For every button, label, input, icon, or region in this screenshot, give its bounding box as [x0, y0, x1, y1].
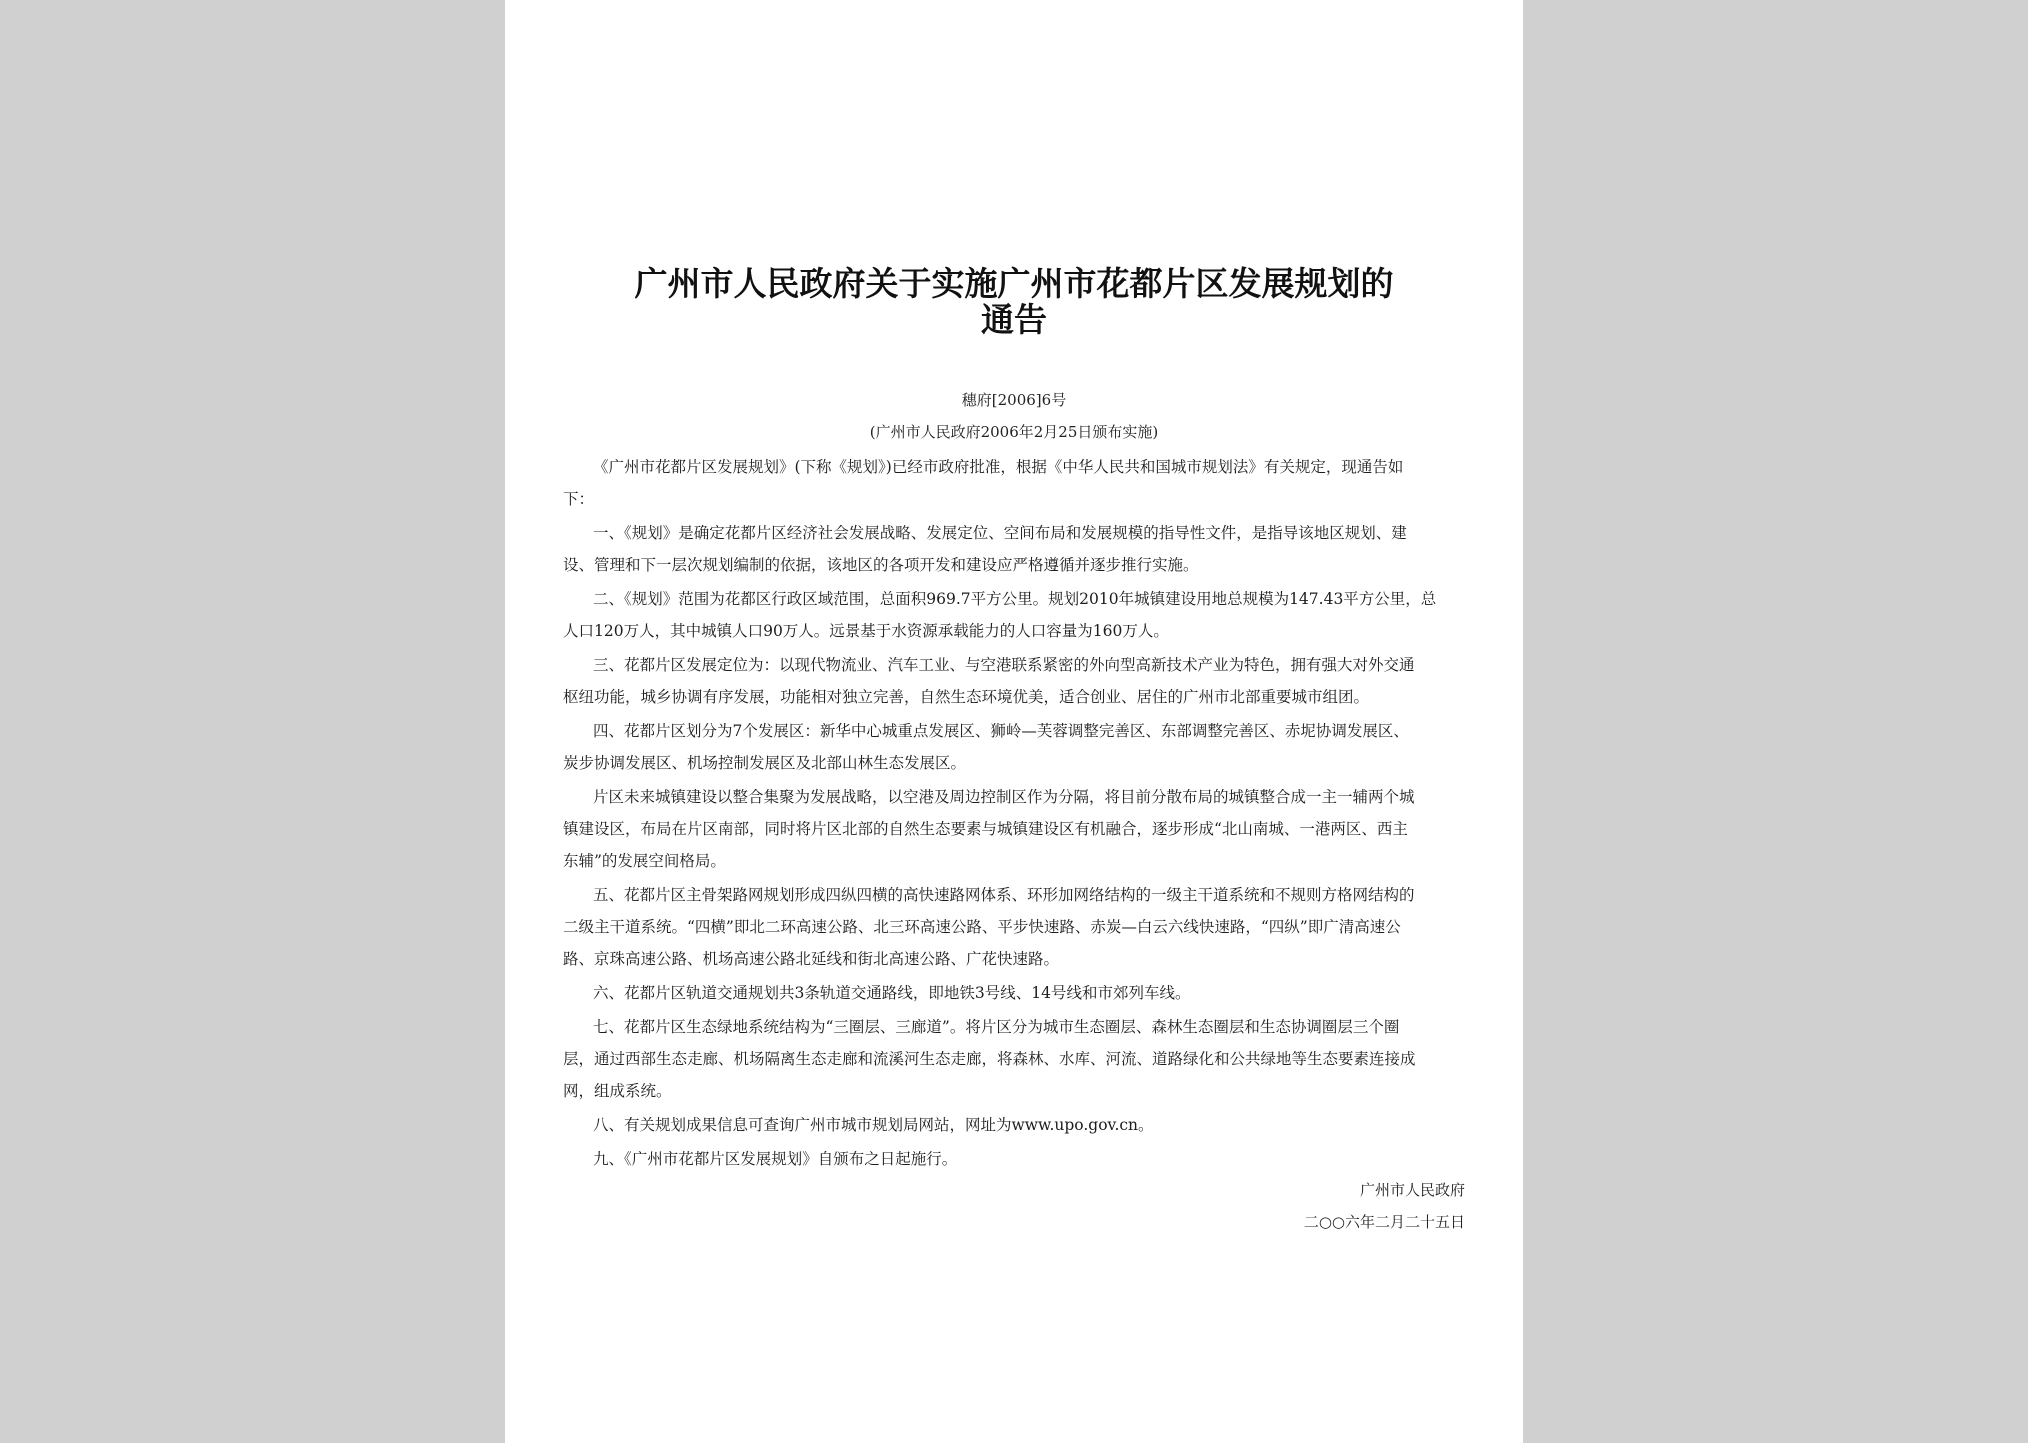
body-line: 层，通过西部生态走廊、机场隔离生态走廊和流溪河生态走廊，将森林、水库、河流、道路绿化和公共绿地等生态要素连接成	[563, 1050, 1416, 1068]
signature-date: 二○○六年二月二十五日	[1303, 1213, 1465, 1231]
document-title-line-1: 广州市人民政府关于实施广州市花都片区发展规划的	[634, 264, 1394, 303]
body-line: 七、花都片区生态绿地系统结构为“三圈层、三廊道”。将片区分为城市生态圈层、森林生态圈层和生态协调圈层三个圈	[593, 1018, 1400, 1036]
body-line: 九、《广州市花都片区发展规划》自颁布之日起施行。	[593, 1150, 958, 1168]
body-line: 二、《规划》范围为花都区行政区域范围，总面积969.7平方公里。规划2010年城镇建设用地总规模为147.43平方公里，总	[593, 590, 1437, 608]
body-line: 五、花都片区主骨架路网规划形成四纵四横的高快速路网体系、环形加网络结构的一级主干道系统和不规则方格网结构的	[593, 886, 1415, 904]
body-line: 片区未来城镇建设以整合集聚为发展战略，以空港及周边控制区作为分隔，将目前分散布局的城镇整合成一主一辅两个城	[593, 788, 1415, 806]
body-line: 设、管理和下一层次规划编制的依据，该地区的各项开发和建设应严格遵循并逐步推行实施。	[563, 556, 1199, 574]
body-line: 三、花都片区发展定位为：以现代物流业、汽车工业、与空港联系紧密的外向型高新技术产业为特色，拥有强大对外交通	[593, 656, 1415, 674]
body-line: 炭步协调发展区、机场控制发展区及北部山林生态发展区。	[563, 754, 967, 772]
body-line: 下：	[563, 490, 595, 508]
body-line: 人口120万人，其中城镇人口90万人。远景基于水资源承载能力的人口容量为160万人。	[563, 622, 1169, 640]
document-page	[505, 0, 1523, 1443]
body-line: 四、花都片区划分为7个发展区：新华中心城重点发展区、狮岭—芙蓉调整完善区、东部调整完善区、赤坭协调发展区、	[593, 722, 1409, 740]
body-line: 东辅”的发展空间格局。	[563, 852, 726, 870]
body-line: 二级主干道系统。“四横”即北二环高速公路、北三环高速公路、平步快速路、赤炭—白云六线快速路，“四纵”即广清高速公	[563, 918, 1401, 936]
signature-organization: 广州市人民政府	[1359, 1181, 1465, 1199]
issued-note: (广州市人民政府2006年2月25日颁布实施)	[869, 423, 1159, 441]
body-line: 路、京珠高速公路、机场高速公路北延线和街北高速公路、广花快速路。	[563, 950, 1060, 968]
body-line: 六、花都片区轨道交通规划共3条轨道交通路线，即地铁3号线、14号线和市郊列车线。	[593, 984, 1191, 1002]
body-line: 镇建设区，布局在片区南部，同时将片区北部的自然生态要素与城镇建设区有机融合，逐步形成“北山南城、一港两区、西主	[563, 820, 1408, 838]
body-line: 枢纽功能，城乡协调有序发展，功能相对独立完善，自然生态环境优美，适合创业、居住的广州市北部重要城市组团。	[563, 688, 1370, 706]
body-line: 八、有关规划成果信息可查询广州市城市规划局网站，网址为www.upo.gov.cn。	[593, 1116, 1154, 1134]
document-title-line-2: 通告	[981, 300, 1047, 339]
body-line: 一、《规划》是确定花都片区经济社会发展战略、发展定位、空间布局和发展规模的指导性文件，是指导该地区规划、建	[593, 524, 1407, 542]
body-line: 网，组成系统。	[563, 1082, 672, 1100]
body-line: 《广州市花都片区发展规划》(下称《规划》)已经市政府批准，根据《中华人民共和国城市规划法》有关规定，现通告如	[593, 458, 1404, 476]
document-number: 穗府[2006]6号	[961, 391, 1067, 409]
